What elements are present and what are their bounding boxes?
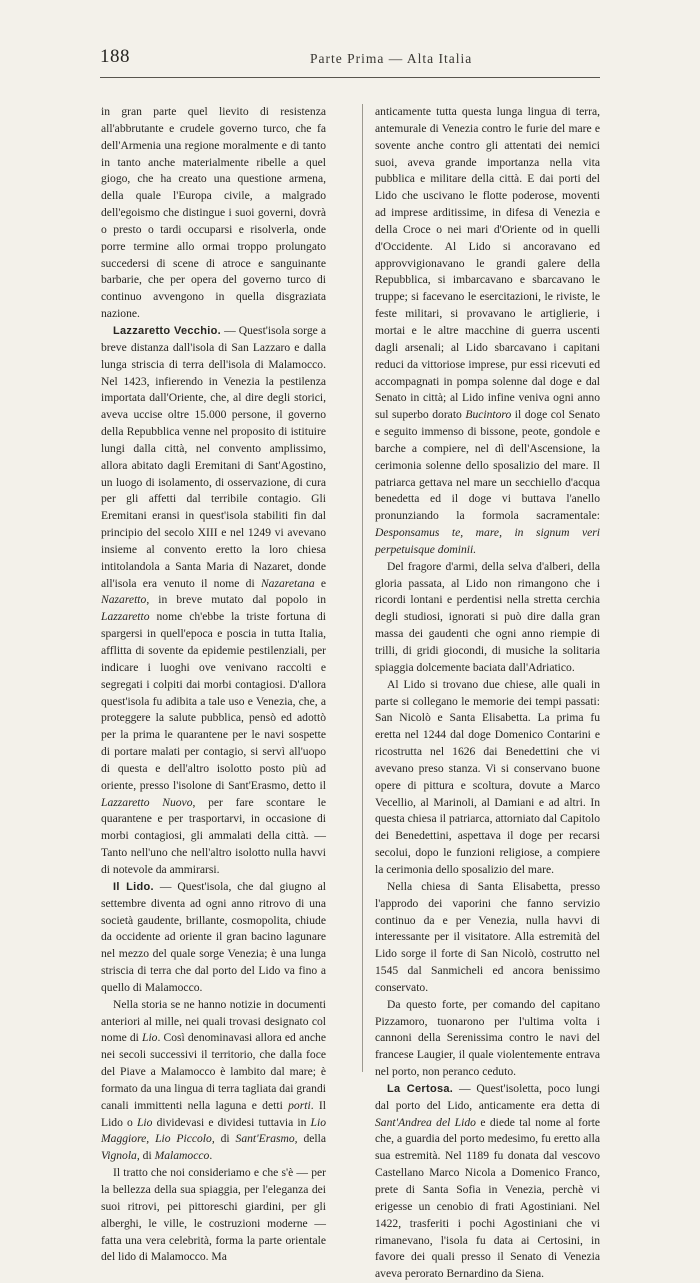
- paragraph-lido-tract: Il tratto che noi consideriamo e che s'è — per la bellezza della sua spiaggia, per l'eleganza dei suoi ritrovi, pei pittoreschi giardini, per gli alberghi, le ville, le costruzioni moderne — fatta una vera celebrità, forma la parte orientale del lido di Malamocco. Ma: [101, 1166, 326, 1264]
- paragraph-forte: Da questo forte, per comando del capitano Pizzamoro, tuonarono per l'ultima volta i cannoni della Serenissima contro le navi del francese Laugier, il quale violentemente entrava nel porto, non peranco ceduto.: [375, 997, 600, 1079]
- paragraph-lido-history: Nella storia se ne hanno notizie in documenti anteriori al mille, nei quali trovasi designato col nome di Lio. Così denominavasi allora ed anche nei secoli successivi il territorio, che dalla foce del Piave a Malamocco è lambito dal mare; è formato da una lingua di terra tagliata dai grandi canali immittenti nella laguna e detti porti. Il Lido o Lio dividevasi e dividesi tuttavia in Lio Maggiore, Lio Piccolo, di Sant'Erasmo, della Vignola, di Malamocco.: [101, 997, 326, 1163]
- header-rule: [100, 77, 600, 78]
- page-number: 188: [100, 46, 130, 67]
- paragraph-il-lido: Il Lido. — Quest'isola, che dal giugno al settembre diventa ad ogni anno ritrovo di una società gaudente, brillante, cosmopolita, chiude da occidente ad oriente il gran bacino lagunare nel mezzo del quale sorge Venezia; è una lunga striscia di terra che dal porto del Lido va fino a quello di Malamocco.: [101, 879, 326, 994]
- paragraph-lazzaretto-vecchio: Lazzaretto Vecchio. — Quest'isola sorge a breve distanza dall'isola di San Lazzaro e dalla lunga striscia di terra dell'isola di Malamocco. Nel 1423, infierendo in Venezia la pestilenza importata dall'Oriente, che, al dire degli storici, aveva uccise oltre 15.000 persone, il governo della Repubblica venne nel proposito di istituire lungi dalla città, nel convento amplissimo, allora abitato dagli Eremitani di Sant'Agostino, un luogo di isolamento, di osservazione, di cura per gli affetti dal terribile contagio. Gli Eremitani eransi in quest'isola stabiliti fin dal principio del secolo XIII e nel 1249 vi avevano insieme al convento eretto la loro chiesa intitolandola a Santa Maria di Nazaret, donde all'isola era venuto il nome di Nazaretana e Nazaretto, in breve mutato dal popolo in Lazzaretto nome ch'ebbe la triste fortuna di spargersi in quell'epoca e poscia in tutta Italia, afflitta di sovente da epidemie pestilenziali, per indicare i luoghi ove venivano raccolti e segregati i colpiti dai morbi contagiosi. D'allora quest'isola fu adibita a tale uso e Venezia, che, a proteggere la salute pubblica, pensò ed adottò per la prima le quarantene per le navi sospette di portare malati per contagio, si servì all'uopo di questa e dell'altro isolotto posto più ad oriente, presso l'isolone di Sant'Erasmo, detto il Lazzaretto Nuovo, per fare scontare le quarantene e per trasportarvi, in occasione di morbi contagiosi, gli ammalati della città. — Tanto nell'uno che nell'altro isolotto nulla havvi di notevole da ammirarsi.: [101, 323, 327, 876]
- section-heading-il-lido: Il Lido.: [113, 880, 154, 893]
- paragraph-santa-elisabetta: Nella chiesa di Santa Elisabetta, presso l'approdo dei vaporini che fanno servizio continuo da e per Venezia, nulla havvi di interessante per il visitatore. Alla estremità del Lido sorge il forte di San Nicolò, costrutto nel 1545 dal Sanmicheli ed ancora benissimo conservato.: [375, 879, 600, 994]
- column-divider: [362, 104, 363, 1072]
- paragraph-armenia: in gran parte quel lievito di resistenza all'abbrutante e crudele governo turco, che fa dell'Armenia una regione moralmente e di tanto in tanto anche materialmente ribelle a quel giogo, che ha creato una questione armena, della quale l'Europa civile, a malgrado dell'egoismo che distingue i suoi governi, dovrà o presto o tardi occuparsi e risolverla, onde porre termine allo ormai troppo prolungato succedersi di scene di atroce e sanguinante barbarie, che per opera del governo turco di continuo avvengono in quella disgraziata nazione.: [101, 105, 326, 321]
- paragraph-fragore-darmi: Del fragore d'armi, della selva d'alberi, della gloria passata, al Lido non rimangono che i ricordi lontani e perdentisi nella stretta cerchia degli studiosi, ignorati si può dire dalla gran massa dei gaudenti che ogni anno riempie di trilli, di gridi giocondi, di musiche la solitaria spiaggia dolcemente baciata dall'Adriatico.: [375, 559, 600, 674]
- paragraph-lido-importance: anticamente tutta questa lunga lingua di terra, antemurale di Venezia contro le furie del mare e sovente anche contro gli attentati dei nemici suoi, aveva grande importanza nella vita pubblica e militare della città. E dai porti del Lido che uscivano le flotte poderose, moventi ad imprese arditissime, in difesa di Venezia e della Croce o nei mari d'Oriente od in quelli d'Occidente. Al Lido si ancoravano ed approvvigionavano le grandi galere della Repubblica, si imbarcavano e sbarcavano le truppe; si facevano le esercitazioni, le riviste, le feste militari, si provavano le artiglierie, i mortai e le altre macchine di guerra uscenti dagli arsenali; al Lido sbarcavano i capitani reduci da vittoriose imprese, pur essi ricevuti ed accompagnati in pompa solenne dal doge e dal Senato in città; al Lido infine veniva ogni anno sul superbo dorato Bucintoro il doge col Senato e seguito immenso di bissone, peote, gondole e barche a compiere, nel dì dell'Ascensione, la cerimonia solenne dello sposalizio del mare. Il patriarca gettava nel mare un secchiello d'acqua benedetta ed il doge vi buttava l'anello pronunziando la formola sacramentale: Desponsamus te, mare, in signum veri perpetuisque dominii.: [375, 105, 600, 556]
- left-column: [101, 104, 326, 1266]
- paragraph-la-certosa: La Certosa. — Quest'isoletta, poco lungi dal porto del Lido, anticamente era detta di Sant'Andrea del Lido e diede tal nome al forte che, a guardia del porto medesimo, fu eretto alla sua estremità. Nel 1189 fu donata dal vescovo Castellano Marco Nicola a Domenico Franco, prete di Santa Sofia in Venezia, perchè vi erigesse un cenobio di frati Agostiniani. Nel 1422, trasferiti i pochi Agostiniani che vi rimanevano, l'isola fu data ai Certosini, in favore dei quali presso il Senato di Venezia aveva perorato Bernardino da Siena.: [375, 1081, 600, 1281]
- right-column: [375, 104, 600, 1283]
- section-heading-lazzaretto-vecchio: Lazzaretto Vecchio.: [113, 324, 221, 337]
- running-head: Parte Prima — Alta Italia: [310, 51, 473, 66]
- page-header: [100, 46, 600, 72]
- section-heading-la-certosa: La Certosa.: [387, 1082, 454, 1095]
- paragraph-two-churches: Al Lido si trovano due chiese, alle quali in parte si collegano le memorie dei tempi passati: San Nicolò e Santa Elisabetta. La prima fu eretta nel 1244 dal doge Domenico Contarini e ricostrutta nel 1626 dai Benedettini che vi avevano preso stanza. Vi si conservano buone opere di pittura e scoltura, dovute a Marco Vecellio, al Marinoli, al Damiani e ad altri. In questa chiesa il patriarca, attorniato dal Capitolo dei Benedettini, aspettava il doge per recarsi secolui, dopo le funzioni religiose, a compiere la cerimonia dello sposalizio del mare.: [375, 677, 600, 876]
